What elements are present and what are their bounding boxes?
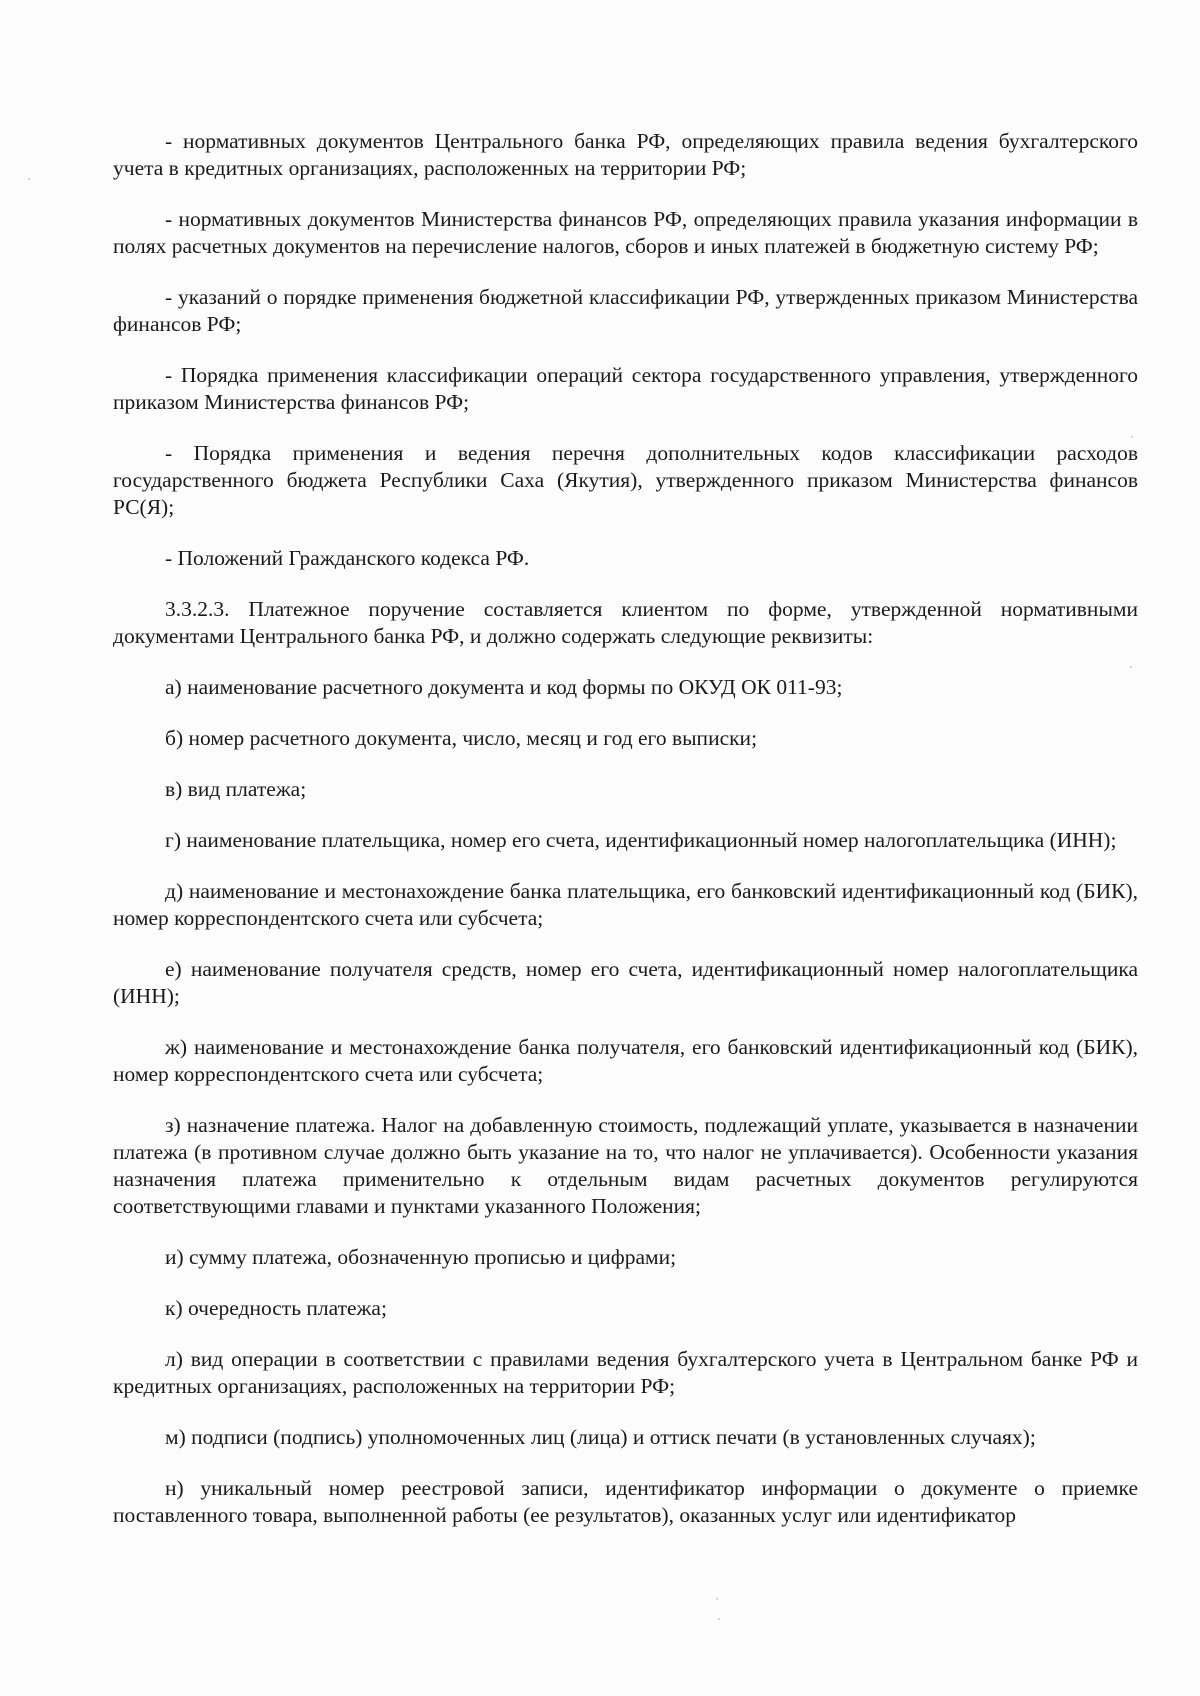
requisite-v: в) вид платежа; (165, 777, 307, 801)
list-item-budget-classification: - указаний о порядке применения бюджетной классификации РФ, утвержденных приказом Министерства финансов РФ; (113, 285, 1138, 336)
list-item-civil-code: - Положений Гражданского кодекса РФ. (165, 546, 530, 570)
list-item-cbr-documents: - нормативных документов Центрального банка РФ, определяющих правила ведения бухгалтерского учета в кредитных организациях, расположенных на территории РФ; (113, 129, 1138, 180)
scan-speck (718, 1618, 720, 1620)
requisite-l: л) вид операции в соответствии с правилами ведения бухгалтерского учета в Центральном банке РФ и кредитных организациях, расположенных на территории РФ; (113, 1347, 1138, 1398)
requisite-k: к) очередность платежа; (165, 1296, 387, 1320)
requisite-d: д) наименование и местонахождение банка плательщика, его банковский идентификационный код (БИК), номер корреспондентского счета или субсчета; (113, 879, 1138, 930)
document-body (113, 128, 1138, 1529)
requisite-zh: ж) наименование и местонахождение банка получателя, его банковский идентификационный код (БИК), номер корреспондентского счета или субсчета; (113, 1035, 1138, 1086)
scan-speck (1130, 666, 1132, 668)
requisite-m: м) подписи (подпись) уполномоченных лиц (лица) и оттиск печати (в установленных случаях); (165, 1425, 1036, 1449)
requisite-i: и) сумму платежа, обозначенную прописью и цифрами; (165, 1245, 677, 1269)
requisite-z: з) назначение платежа. Налог на добавленную стоимость, подлежащий уплате, указывается в назначении платежа (в противном случае должно быть указание на то, что налог не уплачивается). Особенности указания назначения платежа применительно к отдельным видам расчетных документов регулируются соответствующими главами и пунктами указанного Положения; (113, 1113, 1138, 1218)
requisite-n: н) уникальный номер реестровой записи, идентификатор информации о документе о приемке поставленного товара, выполненной работы (ее результатов), оказанных услуг или идентификатор (113, 1476, 1138, 1527)
requisite-a: а) наименование расчетного документа и код формы по ОКУД ОК 011-93; (165, 675, 843, 699)
requisite-g: г) наименование плательщика, номер его счета, идентификационный номер налогоплательщика (ИНН); (165, 828, 1117, 852)
scan-speck (28, 178, 30, 180)
scan-speck (1131, 436, 1133, 438)
section-3-3-2-3: 3.3.2.3. Платежное поручение составляется клиентом по форме, утвержденной нормативными документами Центрального банка РФ, и должно содержать следующие реквизиты: (113, 597, 1138, 648)
list-item-kosgu-order: - Порядка применения классификации операций сектора государственного управления, утвержденного приказом Министерства финансов РФ; (113, 363, 1138, 414)
list-item-minfin-documents: - нормативных документов Министерства финансов РФ, определяющих правила указания информации в полях расчетных документов на перечисление налогов, сборов и иных платежей в бюджетную систему РФ; (113, 207, 1138, 258)
requisite-e: е) наименование получателя средств, номер его счета, идентификационный номер налогоплательщика (ИНН); (113, 957, 1138, 1008)
scan-speck (716, 1598, 718, 1600)
list-item-additional-codes: - Порядка применения и ведения перечня дополнительных кодов классификации расходов государственного бюджета Республики Саха (Якутия), утвержденного приказом Министерства финансов РС(Я); (113, 441, 1138, 519)
requisite-b: б) номер расчетного документа, число, месяц и год его выписки; (165, 726, 758, 750)
